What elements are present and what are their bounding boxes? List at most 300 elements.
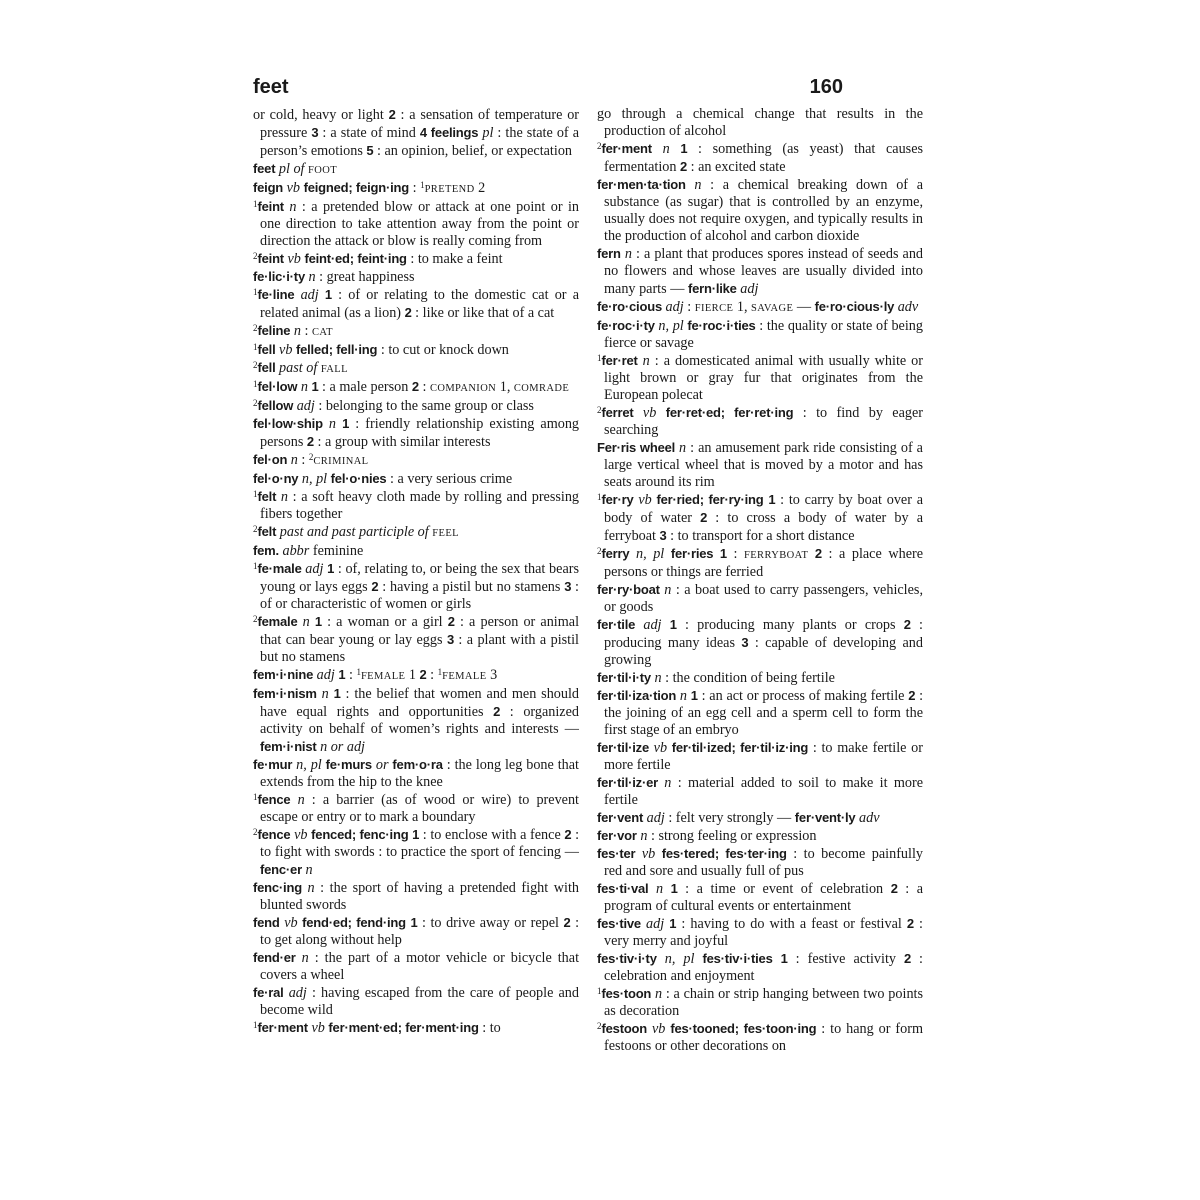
headword: fence (257, 792, 291, 807)
bold-text: fer·ment·ed; fer·ment·ing (328, 1020, 479, 1035)
text: : (345, 667, 357, 683)
bold-text: 2 (890, 881, 898, 896)
italic-text: past of (275, 360, 321, 376)
headword: ferret (601, 405, 634, 420)
homograph-number: 1 (253, 1020, 258, 1030)
italic-text: n (316, 686, 329, 702)
left-column (253, 106, 579, 1037)
bold-text: 1 (669, 617, 677, 632)
text: : a sensation of temperature or pressure (260, 107, 580, 141)
homograph-number: 1 (253, 199, 258, 209)
headword: fe·line (257, 287, 295, 302)
text: : celebration and enjoyment (604, 951, 923, 984)
bold-text: fer·vent·ly (794, 810, 856, 825)
dictionary-entry (597, 491, 923, 545)
dictionary-entry (597, 245, 923, 298)
italic-text: or (371, 757, 393, 773)
dictionary-entry (253, 268, 579, 286)
dictionary-entry (597, 669, 923, 687)
headword: feint (257, 251, 284, 266)
italic-text: n or adj (316, 739, 365, 755)
page-number: 160 (809, 76, 843, 98)
bold-text: fem·i·nist (260, 739, 317, 754)
bold-text: fes·tiv·i·ties (702, 951, 773, 966)
headword: fer·ment (601, 141, 652, 156)
italic-text: vb (633, 492, 657, 508)
text: : having to do with a feast or festival (676, 916, 907, 932)
headword: feline (257, 323, 291, 338)
bold-text: 3 (741, 635, 749, 650)
text: : to get along without help (260, 915, 580, 948)
dictionary-entry (253, 560, 579, 613)
headword: Fer·ris wheel (597, 440, 676, 455)
bold-text: felled; fell·ing (295, 342, 378, 357)
bold-text: 1 (780, 951, 788, 966)
bold-text: 3 (311, 125, 319, 140)
italic-text: n (301, 862, 313, 878)
homograph-number: 1 (253, 287, 258, 297)
bold-text: 3 (564, 579, 572, 594)
text: : to drive away or repel (417, 915, 564, 931)
dictionary-entry (253, 451, 579, 470)
text: : the condition of being fertile (661, 670, 835, 686)
headword: ferry (601, 546, 630, 561)
italic-text: n (304, 269, 316, 285)
bold-text: 1 (342, 416, 350, 431)
guide-word: feet (253, 76, 289, 98)
headword: felt (257, 489, 277, 504)
headword: fell (257, 342, 276, 357)
italic-text: adj (736, 281, 759, 297)
text: : to (478, 1020, 501, 1036)
text: : a person or animal that can bear young or lay eggs (260, 614, 580, 648)
text: : to cut or knock down (377, 342, 509, 358)
dictionary-entry (597, 176, 923, 245)
text: : to find by eager searching (604, 405, 924, 438)
headword: fe·roc·i·ty (597, 318, 655, 333)
bold-text: 1 (670, 881, 678, 896)
italic-text: adj (661, 299, 684, 315)
italic-text: n (301, 880, 315, 896)
bold-text: fer·ried; fer·ry·ing (656, 492, 764, 507)
dictionary-entry (597, 880, 923, 915)
text: : producing many ideas (604, 617, 923, 651)
italic-text: n (290, 792, 305, 808)
italic-text: adj (294, 287, 319, 303)
text: : a time or event of celebration (677, 881, 891, 897)
italic-text: vb (279, 915, 303, 931)
headword: fer·tile (597, 617, 636, 632)
headword: fellow (257, 398, 294, 413)
bold-text: fern·like (687, 281, 737, 296)
italic-text: abbr (278, 543, 310, 559)
bold-text: 2 (404, 305, 412, 320)
italic-text: adv (855, 810, 880, 826)
italic-text: n, pl (656, 951, 703, 967)
bold-text: 2 (411, 379, 419, 394)
text: : (300, 323, 312, 339)
text: : the quality or state of being fierce or savage (604, 318, 923, 351)
headword: fem·i·nism (253, 686, 317, 701)
text: : an act or process of making fertile (697, 688, 909, 704)
dictionary-entry (253, 826, 579, 879)
bold-text: fenc·er (260, 862, 302, 877)
text: : belonging to the same group or class (314, 398, 534, 414)
text: : the joining of an egg cell and a sperm cell to form the first stage of an embryo (604, 688, 924, 738)
headword: fe·male (257, 561, 302, 576)
italic-text: n (290, 323, 301, 339)
dictionary-entry (253, 984, 579, 1019)
small-caps-text: FEMALE (360, 671, 406, 682)
text: 2 (474, 180, 486, 196)
text: : a male person (318, 379, 412, 395)
bold-text: fes·tooned; fes·toon·ing (670, 1021, 817, 1036)
text: : a barrier (as of wood or wire) to prevent escape or entry or to mark a boundary (260, 792, 579, 825)
homograph-number: 1 (253, 379, 258, 389)
dictionary-entry (253, 106, 579, 160)
bold-text: 1 (412, 827, 420, 842)
text: : organized activity on behalf of women’s rights and interests — (260, 704, 579, 737)
bold-text: 2 (814, 546, 822, 561)
headword: fem. (253, 543, 279, 558)
dictionary-entry (253, 286, 579, 322)
headword: feint (257, 199, 284, 214)
headword: fe·lic·i·ty (253, 269, 305, 284)
text: feminine (309, 543, 364, 559)
text: : (726, 546, 744, 562)
dictionary-entry (253, 756, 579, 791)
italic-text: n (675, 440, 687, 456)
bold-text: 1 (719, 546, 727, 561)
bold-text: 2 (306, 434, 314, 449)
dictionary-entry (253, 160, 579, 179)
headword: fel·low (257, 379, 298, 394)
homograph-number: 1 (597, 353, 602, 363)
dictionary-entry (253, 542, 579, 560)
headword: fer·ment (257, 1020, 308, 1035)
homograph-number: 2 (597, 546, 602, 556)
homograph-number: 1 (253, 561, 258, 571)
homograph-number: 1 (597, 492, 602, 502)
headword: fer·men·ta·tion (597, 177, 686, 192)
italic-text: vb (275, 342, 296, 358)
text: : capable of developing and growing (604, 635, 923, 668)
homograph-number: 2 (597, 1021, 602, 1031)
italic-text: adj (283, 985, 307, 1001)
dictionary-entry (597, 915, 923, 950)
text: : the state of a person’s emotions (260, 125, 579, 159)
homograph-number: 2 (308, 452, 314, 462)
headword: festoon (601, 1021, 648, 1036)
text: : great happiness (315, 269, 415, 285)
text: : the sport of having a pretended fight with blunted swords (260, 880, 579, 913)
bold-text: 3 (446, 632, 454, 647)
headword: fer·vent (597, 810, 644, 825)
headword: fe·mur (253, 757, 293, 772)
bold-text: 1 (311, 379, 319, 394)
italic-text: vb (635, 846, 662, 862)
small-caps-text: SAVAGE (751, 303, 794, 314)
text: or cold, heavy or light (253, 107, 389, 123)
italic-text: vb (633, 405, 666, 421)
bold-text: 1 (333, 686, 341, 701)
small-caps-text: FIERCE (694, 303, 734, 314)
text: : (409, 180, 421, 196)
bold-text: 2 (904, 951, 912, 966)
dictionary-entry (597, 1020, 923, 1055)
italic-text: adj (293, 398, 315, 414)
headword: female (257, 614, 298, 629)
dictionary-entry (597, 106, 923, 140)
italic-text: n, pl (629, 546, 671, 562)
dictionary-entry (253, 378, 579, 397)
italic-text: n (659, 582, 672, 598)
italic-text: adj (643, 810, 665, 826)
headword: fell (257, 360, 276, 375)
headword: fel·on (253, 452, 288, 467)
dictionary-entry (253, 415, 579, 451)
homograph-number: 1 (597, 986, 602, 996)
italic-text: n (636, 828, 648, 844)
homograph-number: 2 (253, 524, 258, 534)
dictionary-entry (597, 616, 923, 669)
headword: fer·ret (601, 353, 638, 368)
dictionary-entry (253, 791, 579, 826)
dictionary-entry (597, 545, 923, 581)
bold-text: feigned; feign·ing (303, 180, 410, 195)
text: : the belief that women and men should have equal rights and opportunities (260, 686, 580, 720)
italic-text: pl of (275, 161, 309, 177)
italic-text: n (295, 950, 309, 966)
dictionary-entry (253, 613, 579, 666)
dictionary-entry (253, 341, 579, 359)
dictionary-entry (597, 739, 923, 774)
text: 3 (486, 667, 498, 683)
text: : strong feeling or expression (647, 828, 817, 844)
text: : (297, 452, 309, 468)
dictionary-entry (253, 949, 579, 984)
italic-text: n (651, 141, 670, 157)
headword: feet (253, 161, 276, 176)
text (808, 546, 815, 562)
dictionary-entry (597, 950, 923, 985)
bold-text: fe·roc·i·ties (687, 318, 756, 333)
dictionary-entry (253, 250, 579, 268)
text: 1 (405, 667, 420, 683)
headword: fel·o·ny (253, 471, 299, 486)
headword: fem·i·nine (253, 667, 314, 682)
text: : to make a feint (406, 251, 503, 267)
bold-text: 2 (371, 579, 379, 594)
text: go through a chemical change that results in the production of alcohol (597, 106, 923, 139)
bold-text: 2 (563, 915, 571, 930)
text: : a program of cultural events or entertainment (604, 881, 924, 914)
italic-text: vb (307, 1020, 329, 1036)
italic-text: adj (635, 617, 662, 633)
bold-text: fel·o·nies (330, 471, 387, 486)
bold-text: 2 (903, 617, 911, 632)
text: : the long leg bone that extends from the hip to the knee (260, 757, 579, 790)
text: — (793, 299, 815, 315)
dictionary-entry (597, 985, 923, 1020)
text: : to fight with swords : to practice the sport of fencing — (260, 827, 580, 860)
text: : a chemical breaking down of a substance (as sugar) that is controlled by an enzyme, usually does not require oxygen, and typically results in the production of alcohol and carbon dioxide (604, 177, 924, 244)
headword: fes·toon (601, 986, 652, 1001)
text: : producing many plants or crops (676, 617, 904, 633)
italic-text: vb (283, 251, 305, 267)
headword: fer·ry (601, 492, 634, 507)
small-caps-text: CRIMINAL (313, 456, 369, 467)
italic-text: n (287, 452, 298, 468)
bold-text: 1 (669, 916, 677, 931)
bold-text: 4 feelings (419, 125, 479, 140)
dictionary-entry (253, 322, 579, 341)
dictionary-entry (597, 774, 923, 809)
dictionary-entry (597, 352, 923, 404)
italic-text: vb (648, 740, 672, 756)
italic-text: n (676, 688, 687, 704)
text: : an excited state (687, 159, 786, 175)
homograph-number: 1 (253, 489, 258, 499)
dictionary-entry (597, 439, 923, 491)
text: : of or characteristic of women or girls (260, 579, 579, 612)
text: : (418, 379, 430, 395)
small-caps-text: FEEL (432, 528, 459, 539)
text: : material added to soil to make it more fertile (604, 775, 924, 808)
headword: fes·tive (597, 916, 641, 931)
text: : (426, 667, 438, 683)
italic-text: adj (301, 561, 324, 577)
bold-text: fer·til·ized; fer·til·iz·ing (671, 740, 809, 755)
bold-text: 3 (659, 528, 667, 543)
italic-text: n, pl (298, 471, 331, 487)
dictionary-entry (597, 687, 923, 739)
text: : a boat used to carry passengers, vehicles, or goods (604, 582, 923, 615)
text: : friendly relationship existing among persons (260, 416, 580, 450)
dictionary-entry (253, 359, 579, 378)
bold-text: 1 (327, 561, 335, 576)
bold-text: 2 (680, 159, 688, 174)
bold-text: 1 (768, 492, 776, 507)
text (713, 546, 720, 562)
headword: fes·ti·val (597, 881, 649, 896)
bold-text: feint·ed; feint·ing (304, 251, 407, 266)
bold-text: 1 (338, 667, 346, 682)
text (663, 881, 671, 897)
italic-text: n (657, 775, 672, 791)
bold-text: fer·ret·ed; fer·ret·ing (665, 405, 794, 420)
bold-text: 1 (324, 287, 332, 302)
headword: fer·til·iz·er (597, 775, 658, 790)
dictionary-entry (253, 1019, 579, 1037)
text: : a woman or a girl (321, 614, 448, 630)
headword: fer·til·iza·tion (597, 688, 677, 703)
bold-text: 2 (908, 688, 916, 703)
homograph-number: 2 (253, 827, 258, 837)
homograph-number: 2 (253, 251, 258, 261)
dictionary-entry (253, 179, 579, 198)
text: 1, (733, 299, 752, 315)
italic-text: n (322, 416, 337, 432)
text: : to hang or form festoons or other decorations on (604, 1021, 923, 1054)
bold-text: fenced; fenc·ing (311, 827, 409, 842)
homograph-number: 2 (253, 614, 258, 624)
text: : a soft heavy cloth made by rolling and pressing fibers together (260, 489, 580, 522)
small-caps-text: COMPANION (429, 383, 497, 394)
italic-text: pl (478, 125, 494, 141)
text: : to carry by boat over a body of water (604, 492, 924, 526)
bold-text: fes·tered; fes·ter·ing (661, 846, 787, 861)
italic-text: past and past participle of (276, 524, 433, 540)
dictionary-entry (597, 404, 923, 439)
text: : something (as yeast) that causes fermentation (604, 141, 924, 175)
dictionary-entry (597, 827, 923, 845)
headword: fern (597, 246, 621, 261)
text: : to cross a body of water by a ferryboat (604, 510, 924, 544)
headword: fes·tiv·i·ty (597, 951, 657, 966)
text: : to enclose with a fence (419, 827, 565, 843)
italic-text: n (620, 246, 632, 262)
italic-text: n (283, 199, 297, 215)
bold-text: fe·murs (325, 757, 372, 772)
bold-text: 1 (314, 614, 322, 629)
dictionary-entry (253, 470, 579, 488)
italic-text: n (297, 379, 308, 395)
bold-text: fend·ed; fend·ing (302, 915, 406, 930)
headword: fer·til·ize (597, 740, 649, 755)
homograph-number: 2 (253, 360, 258, 370)
bold-text: fe·ro·cious·ly (814, 299, 895, 314)
dictionary-entry (253, 397, 579, 415)
italic-text: vb (290, 827, 312, 843)
dictionary-entry (597, 581, 923, 616)
text: : a pretended blow or attack at one point or in one direction to take attention away from the point or direction the attack or blow is really coming from (260, 199, 579, 249)
right-column (597, 106, 923, 1055)
italic-text: adj (313, 667, 335, 683)
headword: fer·vor (597, 828, 637, 843)
homograph-number: 1 (356, 667, 361, 677)
headword: fel·low·ship (253, 416, 323, 431)
bold-text: 2 (493, 704, 501, 719)
small-caps-text: FOOT (308, 165, 338, 176)
homograph-number: 2 (597, 141, 602, 151)
dictionary-entry (253, 198, 579, 250)
text: : of or relating to the domestic cat or a related animal (as a lion) (260, 287, 580, 321)
dictionary-entry (597, 317, 923, 352)
italic-text: n (685, 177, 702, 193)
running-head (253, 76, 843, 104)
bold-text: 2 (419, 667, 427, 682)
italic-text: n (276, 489, 288, 505)
dictionary-entry (597, 140, 923, 176)
text: : a plant with a pistil but no stamens (260, 632, 579, 665)
headword: fe·ro·cious (597, 299, 662, 314)
bold-text: 2 (564, 827, 572, 842)
bold-text: 2 (388, 107, 396, 122)
homograph-number: 1 (437, 667, 443, 677)
headword: fenc·ing (253, 880, 302, 895)
text: : of, relating to, or being the sex that bears young or lays eggs (260, 561, 579, 595)
text: : to become painfully red and sore and usually full of pus (604, 846, 923, 879)
text: : a place where persons or things are ferried (604, 546, 924, 580)
bold-text: 5 (366, 143, 374, 158)
italic-text: n, pl (654, 318, 688, 334)
headword: fend (253, 915, 280, 930)
text (662, 617, 670, 633)
bold-text: fer·ries (670, 546, 714, 561)
dictionary-entry (253, 488, 579, 523)
headword: fes·ter (597, 846, 636, 861)
